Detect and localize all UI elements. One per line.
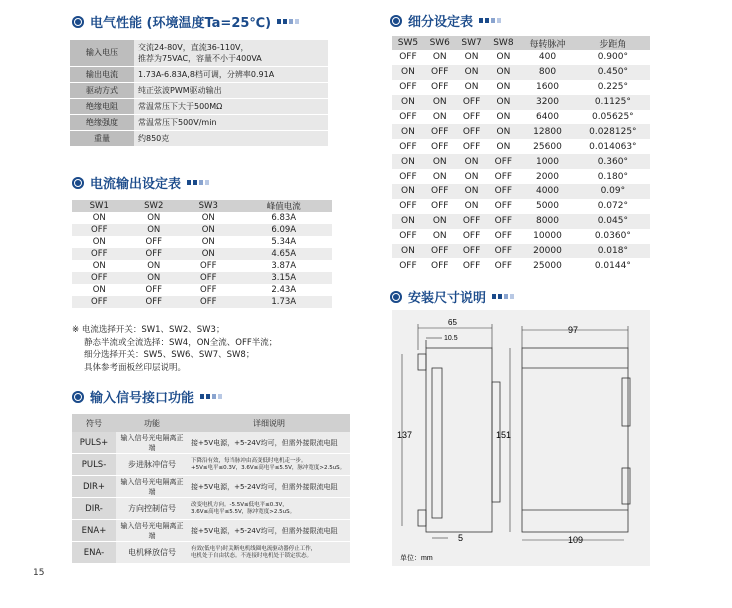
table-cell: 2000 xyxy=(536,171,559,182)
table-cell: ON xyxy=(496,141,511,152)
column-header: SW2 xyxy=(127,200,182,212)
spec-value xyxy=(134,98,328,114)
table-cell: 800 xyxy=(519,65,575,80)
table-cell: 4.65A xyxy=(236,248,333,260)
spec-value-line: 推荐为75VAC，容量不小于400VA xyxy=(138,53,262,63)
table-cell: OFF xyxy=(456,124,488,139)
table-row xyxy=(392,229,650,244)
spec-key: 重量 xyxy=(70,130,134,146)
table-cell: OFF xyxy=(145,237,162,247)
signal-description xyxy=(188,520,350,542)
table-row xyxy=(72,454,350,476)
table-row xyxy=(72,224,332,236)
spec-key: 驱动方式 xyxy=(70,82,134,98)
table-cell: OFF xyxy=(462,231,481,242)
table-row xyxy=(72,260,332,272)
spec-value-line: 常温常压下500V/min xyxy=(138,117,217,127)
note-line: ※ 电流选择开关：SW1、SW2、SW3； xyxy=(72,325,225,335)
dim-5: 5 xyxy=(458,533,464,543)
signal-description xyxy=(188,498,350,520)
table-cell: ON xyxy=(392,154,424,169)
table-cell: OFF xyxy=(72,248,127,260)
table-cell: OFF xyxy=(424,244,456,259)
description-line: 有效(低电平)时关断电机线圈电流驱动器停止工作， xyxy=(191,545,317,552)
table-cell: ON xyxy=(496,82,511,93)
table-cell: ON xyxy=(432,231,447,242)
table-cell: OFF xyxy=(494,231,513,242)
column-header: 详细说明 xyxy=(188,414,350,432)
signal-function: 输入信号光电隔离正端 xyxy=(116,432,188,454)
table-cell: OFF xyxy=(494,201,513,212)
table-cell: ON xyxy=(432,112,447,122)
table-cell: OFF xyxy=(72,272,127,284)
column-header: SW6 xyxy=(424,36,456,50)
note-line: 细分选择开关：SW5、SW6、SW7、SW8； xyxy=(84,350,255,360)
table-cell: 400 xyxy=(538,52,557,63)
input-signal-section-title xyxy=(72,387,222,406)
column-header: 步距角 xyxy=(576,36,650,50)
spec-row xyxy=(70,82,328,98)
spec-value xyxy=(134,40,328,66)
table-cell: OFF xyxy=(72,224,127,236)
table-row xyxy=(392,244,650,259)
table-cell: ON xyxy=(147,261,161,271)
table-cell: OFF xyxy=(456,244,488,259)
column-header: SW8 xyxy=(487,36,519,50)
current-title-text: 电流输出设定表 xyxy=(90,177,182,192)
table-cell: 0.018° xyxy=(576,244,650,259)
table-cell: ON xyxy=(432,171,447,182)
description-line: 接+5V电源，+5-24V均可，但需外接限流电阻 xyxy=(191,526,338,535)
table-cell: OFF xyxy=(431,260,449,271)
bullet-icon xyxy=(72,177,84,189)
electrical-title-text: 电气性能 (环境温度Ta=25℃) xyxy=(90,16,272,31)
table-row xyxy=(392,214,650,229)
side-view xyxy=(418,340,500,532)
signal-function: 电机释放信号 xyxy=(116,542,188,564)
table-cell: ON xyxy=(464,171,479,182)
spec-key: 输出电流 xyxy=(70,66,134,82)
table-row xyxy=(392,258,650,273)
description-line: 电机处于自由状态。不连接时电机处于锁定状态。 xyxy=(191,552,313,559)
table-cell: 0.180° xyxy=(597,171,628,182)
spec-key: 绝缘强度 xyxy=(70,114,134,130)
signal-symbol: PULS+ xyxy=(72,432,116,454)
table-cell: ON xyxy=(424,95,456,110)
table-row xyxy=(72,284,332,296)
table-cell: ON xyxy=(456,184,488,199)
table-cell: 0.0360° xyxy=(594,231,631,242)
bullet-icon xyxy=(390,15,402,27)
table-cell: OFF xyxy=(181,296,236,308)
table-cell: 12800 xyxy=(519,124,575,139)
table-cell: OFF xyxy=(72,296,127,308)
table-cell: 25000 xyxy=(533,260,562,271)
input-signal-title-text: 输入信号接口功能 xyxy=(90,391,195,406)
table-cell: ON xyxy=(127,272,182,284)
column-header: SW7 xyxy=(456,36,488,50)
table-cell: 25600 xyxy=(533,141,562,152)
table-row xyxy=(392,169,650,184)
spec-row xyxy=(70,130,328,146)
table-cell: 1600 xyxy=(536,82,559,93)
table-row xyxy=(392,110,650,125)
dimensions-section-title xyxy=(390,287,514,306)
spec-row xyxy=(70,66,328,82)
table-row xyxy=(72,476,350,498)
bullet-icon xyxy=(390,291,402,303)
current-setting-table xyxy=(72,200,332,308)
table-cell: OFF xyxy=(200,261,217,271)
table-cell: OFF xyxy=(431,82,449,93)
table-cell: OFF xyxy=(487,184,519,199)
table-cell: 0.05625° xyxy=(591,112,634,122)
table-cell: ON xyxy=(92,237,106,247)
table-cell: OFF xyxy=(494,260,513,271)
table-row xyxy=(72,520,350,542)
table-cell: 2.43A xyxy=(271,285,297,295)
spec-value-line: 交流24-80V，直流36-110V， xyxy=(138,42,249,52)
table-cell: ON xyxy=(464,82,479,93)
table-cell: OFF xyxy=(462,260,481,271)
spec-value xyxy=(134,114,328,130)
spec-key: 绝缘电阻 xyxy=(70,98,134,114)
table-cell: OFF xyxy=(399,52,417,63)
signal-description xyxy=(188,454,350,476)
table-cell: OFF xyxy=(462,141,481,152)
column-header: SW3 xyxy=(181,200,236,212)
table-cell: OFF xyxy=(145,285,162,295)
column-header: 符号 xyxy=(72,414,116,432)
table-cell: 5000 xyxy=(536,201,559,212)
table-cell: ON xyxy=(424,214,456,229)
signal-symbol: DIR- xyxy=(72,498,116,520)
front-view xyxy=(522,348,630,532)
signal-function: 步进脉冲信号 xyxy=(116,454,188,476)
description-line: 改变电机方向。-5.5V≤低电平≤0.3V， xyxy=(191,501,288,508)
table-row xyxy=(392,199,650,214)
signal-symbol: ENA+ xyxy=(72,520,116,542)
dim-109: 109 xyxy=(568,535,584,545)
table-cell: OFF xyxy=(200,285,217,295)
dim-10-5: 10.5 xyxy=(444,335,458,342)
table-cell: OFF xyxy=(127,296,182,308)
table-cell: ON xyxy=(392,184,424,199)
micro-step-table xyxy=(392,36,650,273)
table-row xyxy=(392,95,650,110)
table-cell: OFF xyxy=(399,112,417,122)
table-cell: OFF xyxy=(487,154,519,169)
decor-bars-icon xyxy=(492,294,514,299)
table-cell: OFF xyxy=(399,82,417,93)
table-cell: ON xyxy=(201,237,215,247)
micro-step-section-title xyxy=(390,11,501,30)
table-row xyxy=(392,154,650,169)
spec-row xyxy=(70,40,328,66)
column-header: 峰值电流 xyxy=(236,200,333,212)
spec-key: 输入电压 xyxy=(70,40,134,66)
table-cell: ON xyxy=(392,65,424,80)
decor-bars-icon xyxy=(187,180,209,185)
decor-bars-icon xyxy=(479,18,501,23)
table-cell: OFF xyxy=(487,214,519,229)
table-cell: OFF xyxy=(127,248,182,260)
table-cell: ON xyxy=(464,52,479,63)
table-cell: OFF xyxy=(456,95,488,110)
signal-description xyxy=(188,432,350,454)
table-cell: ON xyxy=(392,124,424,139)
note-line: 静态半流或全流选择：SW4，ON全流、OFF半流； xyxy=(84,337,278,348)
table-cell: OFF xyxy=(424,184,456,199)
column-header: 每转脉冲 xyxy=(519,36,575,50)
dim-65: 65 xyxy=(448,318,457,327)
table-row xyxy=(392,80,650,95)
table-cell: 0.045° xyxy=(576,214,650,229)
electrical-section-title xyxy=(72,12,299,31)
table-cell: OFF xyxy=(424,124,456,139)
table-cell: 10000 xyxy=(533,231,562,242)
table-cell: OFF xyxy=(462,112,481,122)
table-cell: OFF xyxy=(399,260,417,271)
dim-97: 97 xyxy=(568,325,579,335)
dim-151: 151 xyxy=(496,430,512,440)
table-cell: 0.900° xyxy=(597,52,628,63)
switch-note xyxy=(72,324,277,374)
table-cell: ON xyxy=(201,213,215,223)
description-line: 接+5V电源，+5-24V均可，但需外接限流电阻 xyxy=(191,438,338,447)
signal-symbol: ENA- xyxy=(72,542,116,564)
dim-137: 137 xyxy=(397,430,413,440)
table-cell: OFF xyxy=(456,214,488,229)
page-number: 15 xyxy=(33,568,45,578)
table-cell: 6.09A xyxy=(236,224,333,236)
table-cell: 4000 xyxy=(519,184,575,199)
table-row xyxy=(392,65,650,80)
bullet-icon xyxy=(72,391,84,403)
signal-function: 输入信号光电隔离正端 xyxy=(116,476,188,498)
table-cell: 3.15A xyxy=(236,272,333,284)
table-cell: OFF xyxy=(487,244,519,259)
table-cell: ON xyxy=(487,124,519,139)
table-cell: 0.072° xyxy=(597,201,628,212)
micro-step-title-text: 细分设定表 xyxy=(408,15,474,30)
table-cell: ON xyxy=(464,201,479,212)
table-row xyxy=(72,248,332,260)
table-cell: ON xyxy=(92,261,106,271)
signal-symbol: PULS- xyxy=(72,454,116,476)
column-header: SW5 xyxy=(392,36,424,50)
column-header: 功能 xyxy=(116,414,188,432)
description-line: 3.6V≤高电平≤5.5V，脉冲宽度>2.5uS。 xyxy=(191,508,296,515)
table-cell: OFF xyxy=(399,201,417,212)
table-cell: ON xyxy=(424,154,456,169)
signal-function: 方向控制信号 xyxy=(116,498,188,520)
table-cell: OFF xyxy=(431,201,449,212)
table-cell: ON xyxy=(392,244,424,259)
spec-value-line: 纯正弦波PWM驱动输出 xyxy=(138,85,222,95)
table-cell: ON xyxy=(147,213,161,223)
table-cell: ON xyxy=(456,154,488,169)
table-row xyxy=(392,124,650,139)
table-cell: OFF xyxy=(399,231,417,242)
bullet-icon xyxy=(72,16,84,28)
spec-row xyxy=(70,98,328,114)
decor-bars-icon xyxy=(277,19,299,24)
table-cell: 0.014063° xyxy=(589,141,637,152)
signal-description xyxy=(188,542,350,564)
table-cell: 8000 xyxy=(519,214,575,229)
table-row xyxy=(72,272,332,284)
table-cell: 20000 xyxy=(519,244,575,259)
table-row xyxy=(72,432,350,454)
table-cell: 0.028125° xyxy=(576,124,650,139)
table-cell: ON xyxy=(181,224,236,236)
table-cell: 3200 xyxy=(519,95,575,110)
table-row xyxy=(392,139,650,154)
table-cell: ON xyxy=(181,248,236,260)
description-line: +5V≤电平≤0.3V，3.6V≤高电平≤5.5V，脉冲宽度>2.5uS。 xyxy=(191,464,346,471)
dimension-svg xyxy=(392,310,650,566)
table-cell: OFF xyxy=(399,171,417,182)
table-cell: ON xyxy=(127,224,182,236)
signal-function: 输入信号光电隔离正端 xyxy=(116,520,188,542)
table-cell: ON xyxy=(392,214,424,229)
table-row xyxy=(392,50,650,65)
table-cell: ON xyxy=(487,95,519,110)
decor-bars-icon xyxy=(200,394,222,399)
table-cell: OFF xyxy=(399,141,417,152)
description-line: 下降沿有效，每当脉冲由高变低时电机走一步。 xyxy=(191,457,307,464)
spec-value-line: 常温常压下大于500MΩ xyxy=(138,101,223,111)
input-signal-table xyxy=(72,414,350,564)
table-row xyxy=(72,296,332,308)
table-cell: OFF xyxy=(431,141,449,152)
table-cell: OFF xyxy=(494,171,513,182)
table-cell: ON xyxy=(456,65,488,80)
table-cell: 0.1125° xyxy=(576,95,650,110)
table-row xyxy=(72,498,350,520)
table-cell: 0.0144° xyxy=(594,260,631,271)
table-cell: OFF xyxy=(424,65,456,80)
dimensions-title-text: 安装尺寸说明 xyxy=(408,291,487,306)
spec-value-line: 1.73A-6.83A,8档可调，分辨率0.91A xyxy=(138,69,275,79)
table-cell: ON xyxy=(487,65,519,80)
column-header: SW1 xyxy=(72,200,127,212)
table-cell: 6400 xyxy=(536,112,559,122)
table-cell: ON xyxy=(92,213,106,223)
table-cell: OFF xyxy=(181,272,236,284)
table-row xyxy=(392,184,650,199)
spec-value xyxy=(134,130,328,146)
spec-value xyxy=(134,82,328,98)
table-cell: ON xyxy=(92,285,106,295)
description-line: 接+5V电源，+5-24V均可，但需外接限流电阻 xyxy=(191,482,338,491)
dimension-drawing xyxy=(392,310,650,566)
table-cell: 1000 xyxy=(519,154,575,169)
spec-row xyxy=(70,114,328,130)
table-row xyxy=(72,542,350,564)
table-cell: ON xyxy=(496,112,511,122)
table-cell: ON xyxy=(392,95,424,110)
table-cell: 6.83A xyxy=(271,213,297,223)
table-cell: 0.450° xyxy=(576,65,650,80)
table-cell: 0.360° xyxy=(576,154,650,169)
electrical-spec-table xyxy=(70,40,328,147)
table-row xyxy=(72,236,332,248)
table-cell: 5.34A xyxy=(271,237,297,247)
table-cell: 0.09° xyxy=(576,184,650,199)
table-row xyxy=(72,212,332,224)
signal-description xyxy=(188,476,350,498)
table-cell: ON xyxy=(432,52,447,63)
table-cell: 1.73A xyxy=(236,296,333,308)
current-section-title xyxy=(72,173,209,192)
spec-value-line: 约850克 xyxy=(138,133,170,143)
spec-value xyxy=(134,66,328,82)
table-cell: ON xyxy=(496,52,511,63)
unit-label: 单位：mm xyxy=(400,555,433,562)
table-cell: 0.225° xyxy=(597,82,628,93)
note-line: 具体参考面板丝印层说明。 xyxy=(84,362,187,373)
table-cell: 3.87A xyxy=(271,261,297,271)
signal-symbol: DIR+ xyxy=(72,476,116,498)
